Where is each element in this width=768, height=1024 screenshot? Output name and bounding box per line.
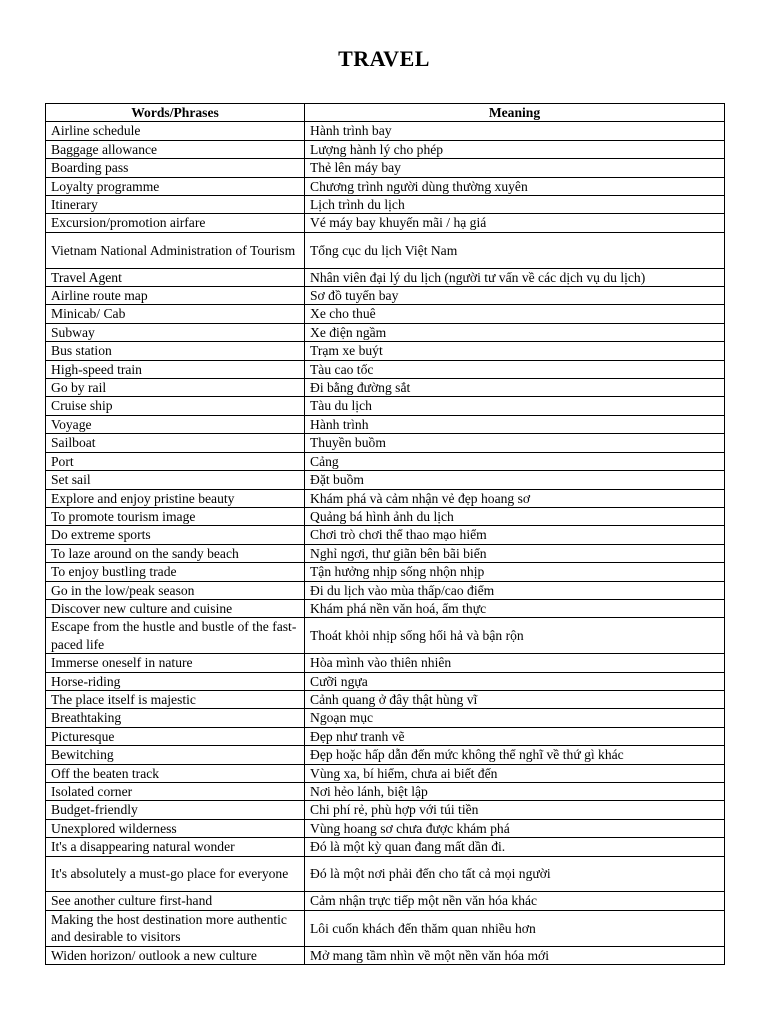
page-title: TRAVEL [338,46,430,71]
meaning-cell: Tàu cao tốc [305,360,725,378]
term-cell: To enjoy bustling trade [46,563,305,581]
meaning-cell: Vé máy bay khuyến mãi / hạ giá [305,214,725,232]
term-cell: Subway [46,323,305,341]
table-row [46,268,725,286]
table-row [46,599,725,617]
table-row [46,783,725,801]
meaning-cell: Xe điện ngầm [305,323,725,341]
table-row [46,159,725,177]
meaning-cell: Lôi cuốn khách đến thăm quan nhiều hơn [305,910,725,946]
meaning-cell: Tàu du lịch [305,397,725,415]
table-row [46,415,725,433]
table-body [46,122,725,965]
table-row [46,287,725,305]
term-cell: It's a disappearing natural wonder [46,838,305,856]
table-row [46,397,725,415]
table-row [46,360,725,378]
table-row [46,140,725,158]
meaning-cell: Nghỉ ngơi, thư giãn bên bãi biển [305,544,725,562]
term-cell: Airline route map [46,287,305,305]
table-row [46,323,725,341]
meaning-cell: Thuyền buồm [305,434,725,452]
table-row [46,214,725,232]
meaning-cell: Đẹp hoặc hấp dẫn đến mức không thể nghĩ về thứ gì khác [305,746,725,764]
table-row [46,618,725,654]
table-row [46,305,725,323]
meaning-cell: Thoát khỏi nhịp sống hối hả và bận rộn [305,618,725,654]
meaning-cell: Mở mang tầm nhìn về một nền văn hóa mới [305,946,725,964]
table-row [46,526,725,544]
meaning-cell: Xe cho thuê [305,305,725,323]
table-row [46,342,725,360]
term-cell: To laze around on the sandy beach [46,544,305,562]
table-row [46,764,725,782]
meaning-cell: Hành trình bay [305,122,725,140]
meaning-cell: Nơi hẻo lánh, biệt lập [305,783,725,801]
table-row [46,838,725,856]
meaning-cell: Tận hưởng nhịp sống nhộn nhịp [305,563,725,581]
meaning-cell: Vùng hoang sơ chưa được khám phá [305,819,725,837]
term-cell: Discover new culture and cuisine [46,599,305,617]
table-row [46,801,725,819]
meaning-cell: Sơ đồ tuyến bay [305,287,725,305]
meaning-cell: Khám phá nền văn hoá, ẩm thực [305,599,725,617]
term-cell: Isolated corner [46,783,305,801]
term-cell: Loyalty programme [46,177,305,195]
meaning-cell: Đi bằng đường sắt [305,379,725,397]
meaning-cell: Cưỡi ngựa [305,672,725,690]
meaning-cell: Hành trình [305,415,725,433]
meaning-cell: Đó là một kỳ quan đang mất dần đi. [305,838,725,856]
meaning-cell: Đi du lịch vào mùa thấp/cao điểm [305,581,725,599]
meaning-cell: Đẹp như tranh vẽ [305,727,725,745]
column-header-words: Words/Phrases [46,104,305,122]
term-cell: Go by rail [46,379,305,397]
term-cell: Baggage allowance [46,140,305,158]
term-cell: Immerse oneself in nature [46,654,305,672]
vocabulary-table [45,103,725,965]
term-cell: See another culture first-hand [46,892,305,910]
table-row [46,177,725,195]
meaning-cell: Trạm xe buýt [305,342,725,360]
term-cell: Cruise ship [46,397,305,415]
term-cell: Voyage [46,415,305,433]
term-cell: Bewitching [46,746,305,764]
table-row [46,856,725,892]
meaning-cell: Vùng xa, bí hiểm, chưa ai biết đến [305,764,725,782]
term-cell: The place itself is majestic [46,690,305,708]
term-cell: Airline schedule [46,122,305,140]
table-row [46,581,725,599]
meaning-cell: Lượng hành lý cho phép [305,140,725,158]
term-cell: Excursion/promotion airfare [46,214,305,232]
table-row [46,727,725,745]
meaning-cell: Tổng cục du lịch Việt Nam [305,232,725,268]
meaning-cell: Ngoạn mục [305,709,725,727]
term-cell: Minicab/ Cab [46,305,305,323]
table-row [46,892,725,910]
meaning-cell: Cảng [305,452,725,470]
term-cell: Escape from the hustle and bustle of the fast-paced life [46,618,305,654]
meaning-cell: Chương trình người dùng thường xuyên [305,177,725,195]
term-cell: Bus station [46,342,305,360]
term-cell: To promote tourism image [46,507,305,525]
table-row [46,819,725,837]
table-row [46,471,725,489]
term-cell: Itinerary [46,196,305,214]
table-row [46,507,725,525]
term-cell: Explore and enjoy pristine beauty [46,489,305,507]
table-row [46,690,725,708]
meaning-cell: Lịch trình du lịch [305,196,725,214]
term-cell: Breathtaking [46,709,305,727]
meaning-cell: Hòa mình vào thiên nhiên [305,654,725,672]
table-row [46,196,725,214]
meaning-cell: Cảm nhận trực tiếp một nền văn hóa khác [305,892,725,910]
table-row [46,232,725,268]
term-cell: Budget-friendly [46,801,305,819]
term-cell: Boarding pass [46,159,305,177]
table-row [46,654,725,672]
table-row [46,946,725,964]
table-row [46,379,725,397]
meaning-cell: Khám phá và cảm nhận vẻ đẹp hoang sơ [305,489,725,507]
term-cell: Vietnam National Administration of Tourism [46,232,305,268]
table-row [46,672,725,690]
table-row [46,563,725,581]
table-row [46,746,725,764]
table-header-row [46,104,725,122]
term-cell: Travel Agent [46,268,305,286]
table-row [46,452,725,470]
table-row [46,910,725,946]
term-cell: Making the host destination more authentic and desirable to visitors [46,910,305,946]
meaning-cell: Đặt buồm [305,471,725,489]
table-row [46,434,725,452]
meaning-cell: Nhân viên đại lý du lịch (người tư vấn về các dịch vụ du lịch) [305,268,725,286]
term-cell: Port [46,452,305,470]
term-cell: Horse-riding [46,672,305,690]
meaning-cell: Cảnh quang ở đây thật hùng vĩ [305,690,725,708]
meaning-cell: Chi phí rẻ, phù hợp với túi tiền [305,801,725,819]
term-cell: Widen horizon/ outlook a new culture [46,946,305,964]
term-cell: Do extreme sports [46,526,305,544]
table-row [46,489,725,507]
term-cell: It's absolutely a must-go place for everyone [46,856,305,892]
meaning-cell: Chơi trò chơi thể thao mạo hiểm [305,526,725,544]
table-row [46,122,725,140]
table-row [46,709,725,727]
term-cell: Sailboat [46,434,305,452]
term-cell: Picturesque [46,727,305,745]
term-cell: Set sail [46,471,305,489]
term-cell: Unexplored wilderness [46,819,305,837]
meaning-cell: Đó là một nơi phải đến cho tất cả mọi người [305,856,725,892]
column-header-meaning: Meaning [305,104,725,122]
term-cell: Go in the low/peak season [46,581,305,599]
term-cell: High-speed train [46,360,305,378]
term-cell: Off the beaten track [46,764,305,782]
meaning-cell: Thẻ lên máy bay [305,159,725,177]
table-row [46,544,725,562]
meaning-cell: Quảng bá hình ảnh du lịch [305,507,725,525]
